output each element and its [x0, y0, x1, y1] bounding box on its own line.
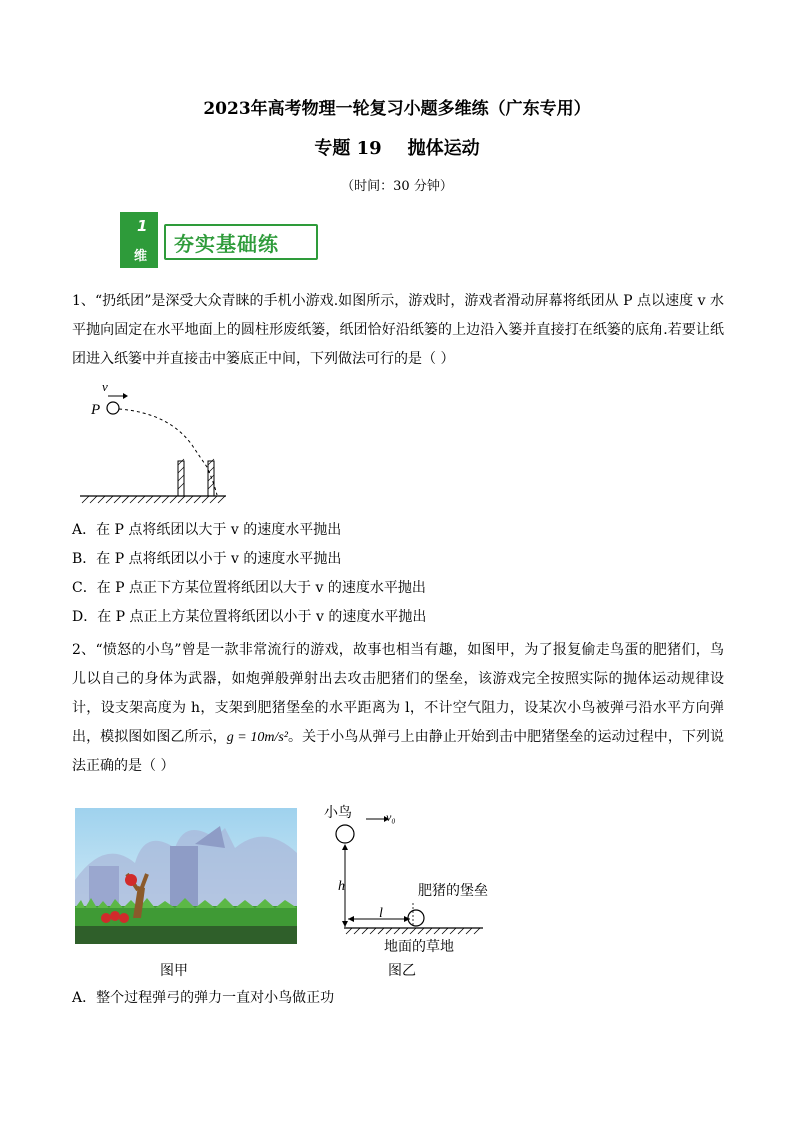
section-banner	[120, 212, 320, 268]
banner-wei: 维	[134, 249, 148, 264]
fort-label: 肥猪的堡垒	[418, 884, 488, 899]
question-2-text	[72, 636, 724, 781]
time-note: （时间：30 分钟）	[341, 179, 453, 194]
basket-left-wall	[178, 461, 184, 496]
question-1-text: 1、“扔纸团”是深受大众青睐的手机小游戏.如图所示，游戏时，游戏者滑动屏幕将纸团从 P 点以速度 v 水平抛向固定在水平地面上的圆柱形废纸篓，纸团恰好沿纸篓的上边沿入篓并直接打在纸篓的底角.若要让纸团进入纸篓中并直接击中篓底正中间，下列做法可行的是（ ）	[72, 293, 724, 367]
document-title: 2023年高考物理一轮复习小题多维练（广东专用）	[203, 99, 591, 119]
question-1-option-b: B．在 P 点将纸团以小于 v 的速度水平抛出	[72, 551, 342, 567]
figure-velocity-label: v	[102, 379, 108, 394]
topic-number: 专题 19	[314, 138, 382, 159]
trajectory-path	[119, 409, 217, 495]
figure-point-label: P	[91, 402, 101, 418]
paper-ball	[107, 402, 119, 414]
figure-b-diagram	[318, 797, 493, 957]
h-label: h	[338, 879, 345, 894]
figure-b-caption: 图乙	[388, 963, 416, 979]
bird-label: 小鸟	[324, 806, 352, 821]
question-1-option-d: D．在 P 点正上方某位置将纸团以小于 v 的速度水平抛出	[72, 609, 427, 625]
ground-label: 地面的草地	[384, 940, 454, 955]
bird-circle	[336, 825, 354, 843]
velocity-arrowhead	[123, 393, 128, 399]
l-label: l	[379, 906, 383, 921]
banner-label: 夯实基础练	[174, 232, 279, 256]
banner-label-box	[164, 224, 318, 260]
fort-circle	[408, 910, 424, 926]
question-1-option-a: A．在 P 点将纸团以大于 v 的速度水平抛出	[72, 522, 342, 538]
ground-hatching-b	[346, 928, 480, 934]
figure-a-game-screenshot	[75, 808, 297, 944]
question-2-text-a: 2、“愤怒的小鸟”曾是一款非常流行的游戏，故事也相当有趣，如图甲，为了报复偷走鸟蛋的肥猪们，鸟儿以自己的身体为武器，如炮弹般弹射出去攻击肥猪们的堡垒，该游戏完全按照实际的抛体运动规律设计，设支架高度为 h，支架到肥猪堡垒的水平距离为 l，不计空气阻力，设某次小鸟被弹弓沿水平方向弹出，模拟图如图乙所示，	[72, 642, 724, 745]
question-2-text-b: 。关于小鸟从弹弓上由静止开始到击中肥猪堡垒的运动过程中，下列说法正确的是（ ）	[72, 729, 725, 774]
banner-number-block	[120, 212, 158, 268]
question-1-figure	[74, 375, 244, 513]
figure-a-caption: 图甲	[160, 963, 188, 979]
topic-name: 抛体运动	[407, 138, 480, 159]
question-2-option-a: A．整个过程弹弓的弹力一直对小鸟做正功	[72, 990, 335, 1006]
gravity-formula: g = 10m/s²	[226, 730, 288, 745]
question-1-option-c: C．在 P 点正下方某位置将纸团以大于 v 的速度水平抛出	[72, 580, 426, 596]
v0-label: v₀	[386, 810, 396, 824]
banner-number: 1	[137, 217, 148, 235]
ground-hatching	[82, 496, 225, 503]
topic-title	[0, 134, 794, 160]
basket-right-wall	[208, 461, 214, 496]
